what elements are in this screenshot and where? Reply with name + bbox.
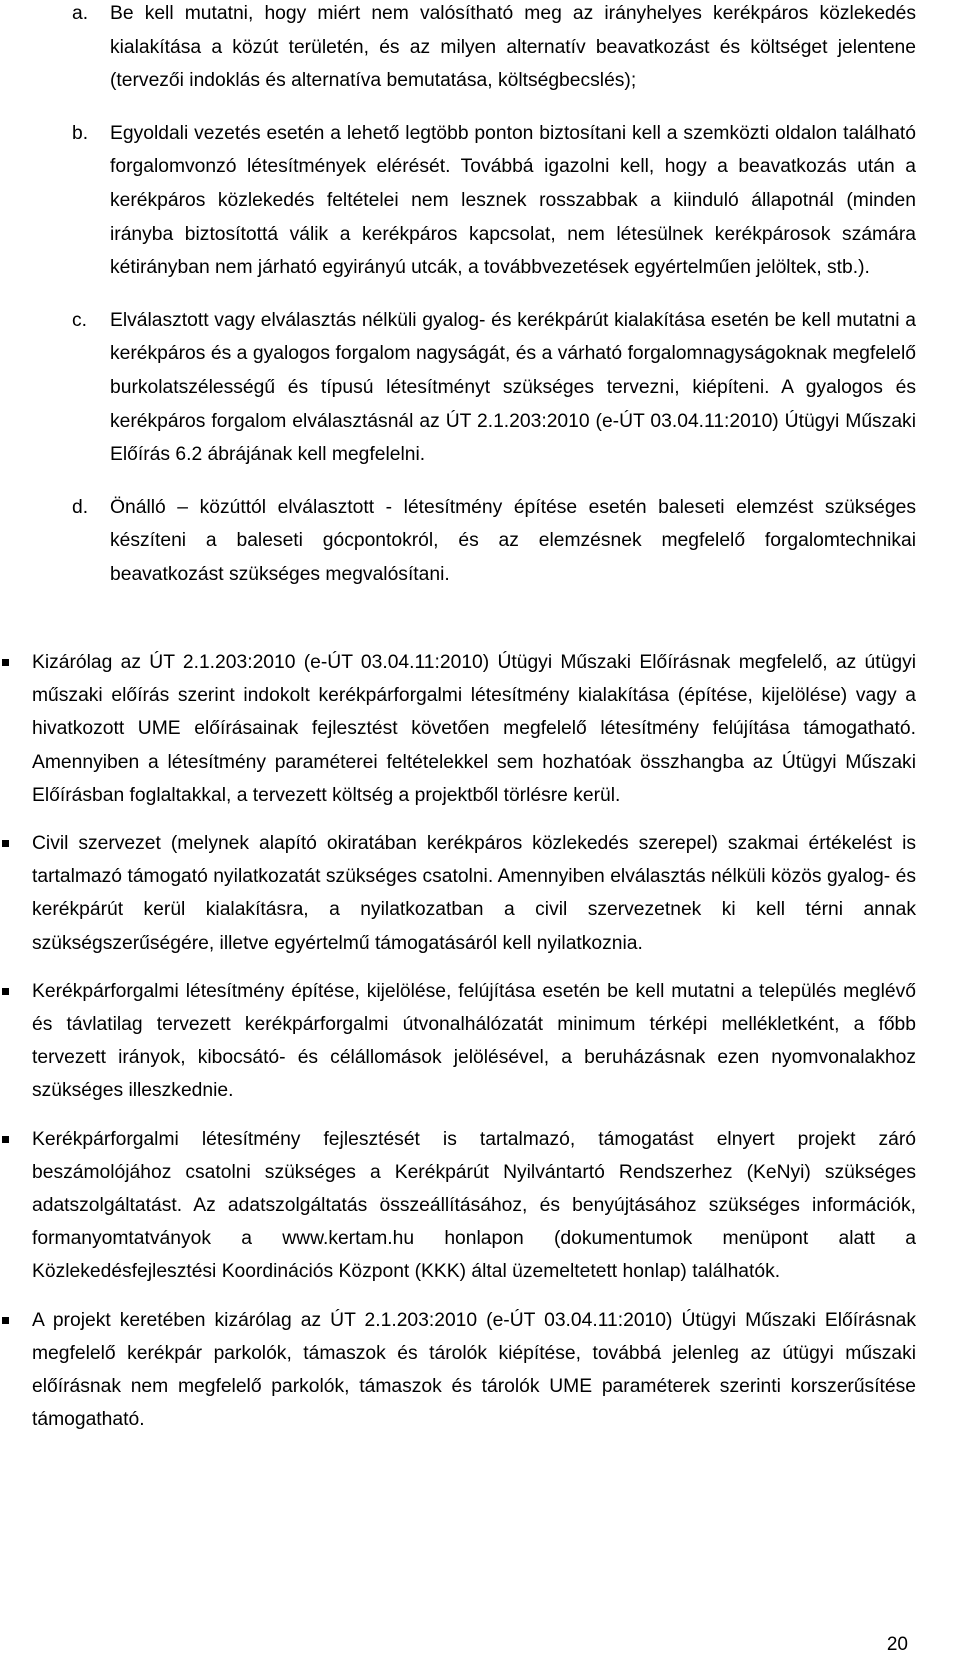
list-item-text: Egyoldali vezetés esetén a lehető legtöbb ponton biztosítani kell a szemközti oldalon található forgalomvonzó létesítmények elérését. Továbbá igazolni kell, hogy a beavatkozás után a kerékpáros közlekedés feltételei nem lesznek rosszabbak a kiinduló állapotnál (minden irányba biztosítottá válik a kerékpáros kapcsolat, nem létesülnek kerékpárosok számára kétirányban nem járható egyirányú utcák, a továbbvezetések egyértelműen jelöltek, stb.). <box>110 122 916 279</box>
bullet-list <box>0 646 916 1451</box>
square-bullet-icon <box>2 988 9 995</box>
bullet-item <box>0 1304 916 1437</box>
list-marker: c. <box>72 309 87 331</box>
list-item-text: Önálló – közúttól elválasztott - létesítmény építése esetén baleseti elemzést szükséges készíteni a baleseti gócpontokról, és az elemzésnek megfelelő forgalomtechnikai beavatkozást szükséges megvalósítani. <box>110 496 916 585</box>
list-marker: b. <box>72 122 89 144</box>
bullet-marker <box>0 646 32 679</box>
bullet-item <box>0 827 916 960</box>
bullet-marker <box>0 1304 32 1337</box>
bullet-text: A projekt keretében kizárólag az ÚT 2.1.203:2010 (e-ÚT 03.04.11:2010) Útügyi Műszaki Előírásnak megfelelő kerékpár parkolók, támaszok és tárolók kiépítése, továbbá jelenleg az útügyi műszaki előírásnak nem megfelelő parkolók, támaszok és tárolók UME paraméterek szerinti korszerűsítése támogatható. <box>32 1309 916 1431</box>
list-marker: d. <box>72 496 89 518</box>
list-marker: a. <box>72 3 89 24</box>
bullet-item <box>0 1123 916 1289</box>
list-item <box>72 491 916 592</box>
square-bullet-icon <box>2 659 9 666</box>
square-bullet-icon <box>2 840 9 847</box>
bullet-text: Civil szervezet (melynek alapító okiratában kerékpáros közlekedés szerepel) szakmai értékelést is tartalmazó támogató nyilatkozatát szükséges csatolni. Amennyiben elválasztás nélküli közös gyalog- és kerékpárút kerül kialakításra, a nyilatkozatban a civil szervezetnek ki kell térni annak szükségszerűségére, illetve egyértelmű támogatásáról kell nyilatkoznia. <box>32 833 916 954</box>
page-number: 20 <box>886 1634 908 1655</box>
bullet-marker <box>0 1123 32 1156</box>
list-item <box>72 304 916 472</box>
list-item-text: Be kell mutatni, hogy miért nem valósítható meg az irányhelyes kerékpáros közlekedés kialakítása a közút területén, és az milyen alternatív beavatkozást és költséget jelentene (tervezői indoklás és alternatíva bemutatása, költségbecslés); <box>110 3 916 92</box>
square-bullet-icon <box>2 1317 9 1324</box>
list-item-text: Elválasztott vagy elválasztás nélküli gyalog- és kerékpárút kialakítása esetén be kell mutatni a kerékpáros és a gyalogos forgalom nagyságát, és a várható forgalomnagyságoknak megfelelő burkolatszélességű és típusú létesítményt szükséges tervezni, kiépíteni. A gyalogos és kerékpáros forgalom elválasztásnál az ÚT 2.1.203:2010 (e-ÚT 03.04.11:2010) Útügyi Műszaki Előírás 6.2 ábrájának kell megfelelni. <box>110 309 916 466</box>
bullet-item <box>0 975 916 1108</box>
bullet-text: Kizárólag az ÚT 2.1.203:2010 (e-ÚT 03.04.11:2010) Útügyi Műszaki Előírásnak megfelelő, az útügyi műszaki előírás szerint indokolt kerékpárforgalmi létesítmény kialakítása (építése, kijelölése) vagy a hivatkozott UME előírásainak fejlesztést követően megfelelő létesítmény felújítása támogatható. Amennyiben a létesítmény paraméterei feltételekkel sem hozhatóak összhangba az Útügyi Műszaki Előírásban foglaltakkal, a tervezett költség a projektből törlésre kerül. <box>32 652 916 806</box>
list-item <box>72 117 916 285</box>
bullet-item <box>0 646 916 812</box>
bullet-text: Kerékpárforgalmi létesítmény építése, kijelölése, felújítása esetén be kell mutatni a település meglévő és távlatilag tervezett kerékpárforgalmi útvonalhálózatát minimum térképi mellékletként, a főbb tervezett irányok, kibocsátó- és célállomások jelölésével, a beruházásnak ezen nyomvonalakhoz szükséges illeszkednie. <box>32 980 916 1102</box>
list-item <box>72 0 916 98</box>
bullet-text: Kerékpárforgalmi létesítmény fejlesztését is tartalmazó, támogatást elnyert projekt záró beszámolójához csatolni szükséges a Kerékpárút Nyilvántartó Rendszerhez (KeNyi) szükséges adatszolgáltatást. Az adatszolgáltatás összeállításához, és benyújtásához szükséges információk, formanyomtatványok a www.kertam.hu honlapon (dokumentumok menüpont alatt a Közlekedésfejlesztési Koordinációs Központ (KKK) által üzemeltetett honlap) találhatók. <box>32 1128 916 1283</box>
bullet-marker <box>0 975 32 1008</box>
square-bullet-icon <box>2 1136 9 1143</box>
lettered-list <box>72 0 916 611</box>
bullet-marker <box>0 827 32 860</box>
